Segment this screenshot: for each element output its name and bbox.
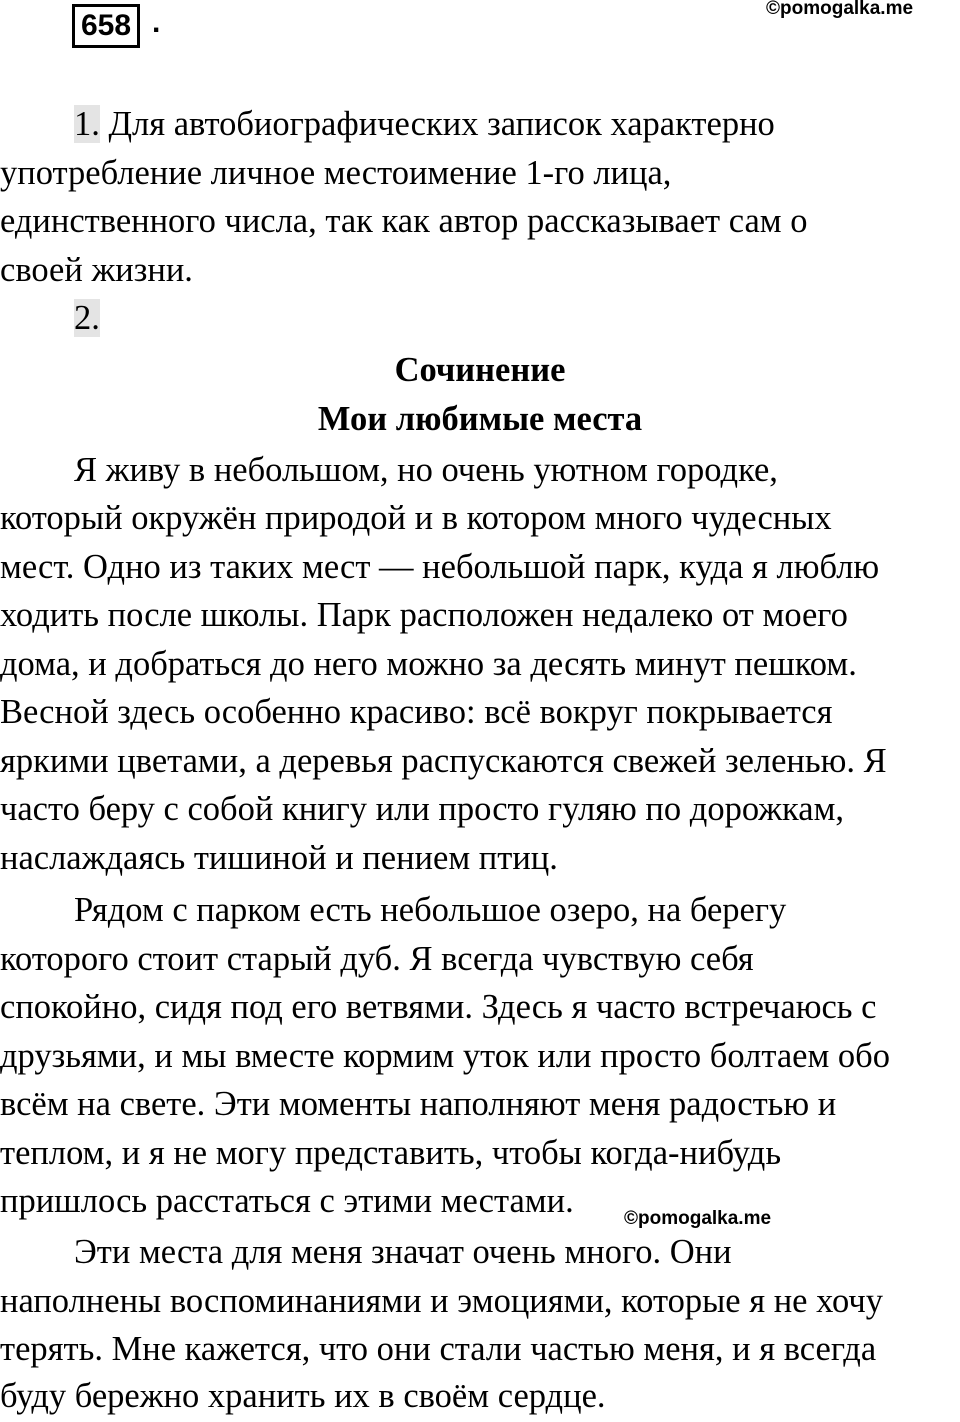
para2-line-6: теплом, и я не могу представить, чтобы когда-нибудь	[0, 1134, 782, 1172]
item1-line-3: единственного числа, так как автор рассказывает сам о	[0, 202, 808, 240]
para1-line-8: часто беру с собой книгу или просто гуляю по дорожкам,	[0, 790, 845, 828]
para2-line-3: спокойно, сидя под его ветвями. Здесь я часто встречаюсь с	[0, 988, 877, 1026]
para1-line-4: ходить после школы. Парк расположен недалеко от моего	[0, 596, 848, 634]
item1-line-1	[0, 100, 960, 149]
item1-line-4: своей жизни.	[0, 251, 193, 289]
item1-first-line-text: Для автобиографических записок характерно	[99, 105, 775, 143]
watermark-top: ©pomogalka.me	[766, 0, 914, 19]
essay-heading: Сочинение	[394, 351, 566, 389]
item1-line-2: употребление личное местоимение 1-го лица,	[0, 154, 672, 192]
para3-line-4: буду бережно хранить их в своём сердце.	[0, 1377, 606, 1415]
essay-title: Мои любимые места	[317, 400, 643, 438]
para1-line-2: который окружён природой и в котором много чудесных	[0, 499, 832, 537]
item1-marker: 1.	[74, 105, 100, 143]
para1-line-5: дома, и добраться до него можно за десять минут пешком.	[0, 645, 857, 683]
item2-line	[0, 294, 960, 343]
para3-line-3: терять. Мне кажется, что они стали частью меня, и я всегда	[0, 1330, 877, 1368]
para2-line-1: Рядом с парком есть небольшое озеро, на берегу	[74, 891, 787, 929]
para3-line-1: Эти места для меня значат очень много. Они	[74, 1233, 732, 1271]
para1-line-6: Весной здесь особенно красиво: всё вокруг покрывается	[0, 693, 833, 731]
item2-marker: 2.	[74, 299, 100, 337]
exercise-number: 658	[72, 4, 140, 48]
para2-line-5: всём на свете. Эти моменты наполняют меня радостью и	[0, 1085, 837, 1123]
para2-line-4: друзьями, и мы вместе кормим уток или просто болтаем обо	[0, 1037, 890, 1075]
para3-line-2: наполнены воспоминаниями и эмоциями, которые я не хочу	[0, 1282, 884, 1320]
watermark-mid: ©pomogalka.me	[624, 1208, 772, 1229]
para1-line-7: яркими цветами, а деревья распускаются свежей зеленью. Я	[0, 742, 887, 780]
para1-line-3: мест. Одно из таких мест — небольшой парк, куда я люблю	[0, 548, 880, 586]
para1-line-1: Я живу в небольшом, но очень уютном городке,	[74, 451, 778, 489]
para2-line-7: пришлось расстаться с этими местами.	[0, 1182, 574, 1220]
para2-line-2: которого стоит старый дуб. Я всегда чувствую себя	[0, 940, 754, 978]
para1-line-9: наслаждаясь тишиной и пением птиц.	[0, 839, 558, 877]
exercise-number-dot: .	[152, 6, 161, 39]
